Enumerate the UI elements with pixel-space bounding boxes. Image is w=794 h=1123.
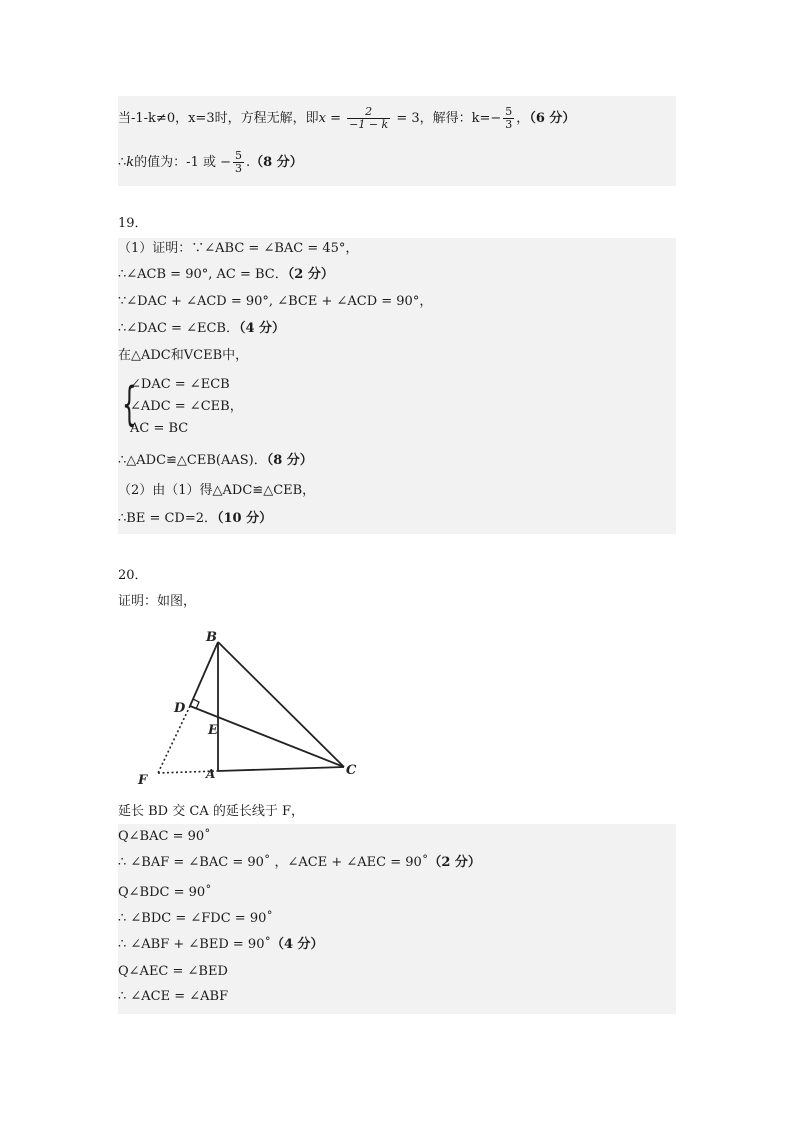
text: （1）证明：∵∠ABC = ∠BAC = 45°， xyxy=(118,241,359,256)
left-brace: { xyxy=(122,377,137,431)
numerator: 5 xyxy=(505,105,513,118)
text: ∴ ∠ABF + ∠BED = 90˚ xyxy=(118,937,271,952)
label-a: A xyxy=(206,767,216,781)
numerator: 2 xyxy=(347,106,390,119)
fraction xyxy=(347,106,390,131)
text: Q∠BAC = 90˚ xyxy=(118,829,211,844)
text: ∴∠ACB = 90°, AC = BC． xyxy=(118,267,288,282)
fraction xyxy=(503,106,514,131)
q20-number: 20． xyxy=(118,568,148,583)
segment-ac xyxy=(218,767,344,771)
text: . xyxy=(246,155,251,170)
q19-line-0 xyxy=(118,238,358,260)
score: （6 分） xyxy=(529,111,576,126)
text: Q∠BDC = 90˚ xyxy=(118,885,212,900)
system-line-0: ∠DAC = ∠ECB xyxy=(130,377,230,392)
segment-df-dashed xyxy=(158,706,190,773)
q20-intro: 证明：如图， xyxy=(118,594,197,609)
numerator: 5 xyxy=(235,149,242,162)
label-b: B xyxy=(206,630,217,645)
q19-line-7 xyxy=(118,508,272,530)
denominator: 3 xyxy=(235,162,242,175)
q19-line-4 xyxy=(118,345,248,367)
score: （10 分） xyxy=(217,511,273,526)
text: ∴BE = CD=2． xyxy=(118,511,218,526)
text: ∵∠DAC + ∠ACD = 90°, ∠BCE + ∠ACD = 90°， xyxy=(118,294,433,309)
q20-line-7 xyxy=(118,986,228,1008)
score: （8 分） xyxy=(266,453,313,468)
label-c: C xyxy=(346,763,357,778)
system-line-2: AC = BC xyxy=(130,421,189,436)
equation-system xyxy=(118,374,318,440)
fraction xyxy=(233,150,244,175)
q19-line-1 xyxy=(118,264,334,286)
text: ∴△ADC≌△CEB(AAS)． xyxy=(118,453,267,468)
label-d: D xyxy=(174,701,186,716)
q18-solution-block xyxy=(118,96,676,186)
text: = xyxy=(325,111,346,126)
text: ∴ ∠BDC = ∠FDC = 90˚ xyxy=(118,911,273,926)
text: 在△ADC和VCEB中， xyxy=(118,348,249,363)
q19-line-6 xyxy=(118,480,315,502)
q19-number: 19． xyxy=(118,216,148,231)
segment-bc xyxy=(218,642,344,767)
var-x: x xyxy=(318,111,326,126)
q19-solution-block xyxy=(118,238,676,534)
label-f: F xyxy=(138,773,148,788)
geometry-figure xyxy=(120,616,378,792)
q20-line-5 xyxy=(118,934,324,956)
score: （2 分） xyxy=(287,267,334,282)
text: ∴ ∠BAF = ∠BAC = 90˚ ，∠ACE + ∠AEC = 90˚ xyxy=(118,855,429,870)
text: （2）由（1）得△ADC≌△CEB， xyxy=(118,483,316,498)
text: ∴ xyxy=(118,155,127,170)
q19-line-5 xyxy=(118,450,313,472)
q19-line-3 xyxy=(118,318,285,340)
text: ∴∠DAC = ∠ECB． xyxy=(118,321,239,336)
q18-line-1 xyxy=(118,102,575,136)
system-line-1: ∠ADC = ∠CEB， xyxy=(130,399,243,414)
text: Q∠AEC = ∠BED xyxy=(118,964,228,979)
q18-line-2 xyxy=(118,146,303,180)
segment-bd xyxy=(190,642,218,706)
score: （8 分） xyxy=(250,155,303,170)
text: = 3，解得：k=− xyxy=(392,111,502,126)
text: 当-1-k≠0，x=3时，方程无解，即 xyxy=(118,111,319,126)
var-k: k xyxy=(126,155,135,170)
denominator: 3 xyxy=(505,118,513,131)
label-e: E xyxy=(208,723,218,738)
score: （4 分） xyxy=(270,937,324,952)
denominator: −1 − k xyxy=(349,118,389,131)
q20-solution-block xyxy=(118,824,676,1014)
score: （4 分） xyxy=(238,321,286,336)
text: ， xyxy=(516,111,530,126)
triangle-diagram xyxy=(120,616,378,792)
score: （2 分） xyxy=(428,855,481,870)
q20-line-4 xyxy=(118,908,273,930)
q19-line-2 xyxy=(118,291,432,313)
text: 的值为：-1 或 − xyxy=(134,155,231,170)
q20-line-3 xyxy=(118,882,212,904)
q20-line-2 xyxy=(118,852,481,874)
q20-line-0 xyxy=(118,800,304,819)
q20-line-6 xyxy=(118,961,228,983)
text: ∴ ∠ACE = ∠ABF xyxy=(118,989,229,1004)
text: 延长 BD 交 CA 的延长线于 F， xyxy=(118,804,304,819)
q20-line-1 xyxy=(118,826,211,848)
